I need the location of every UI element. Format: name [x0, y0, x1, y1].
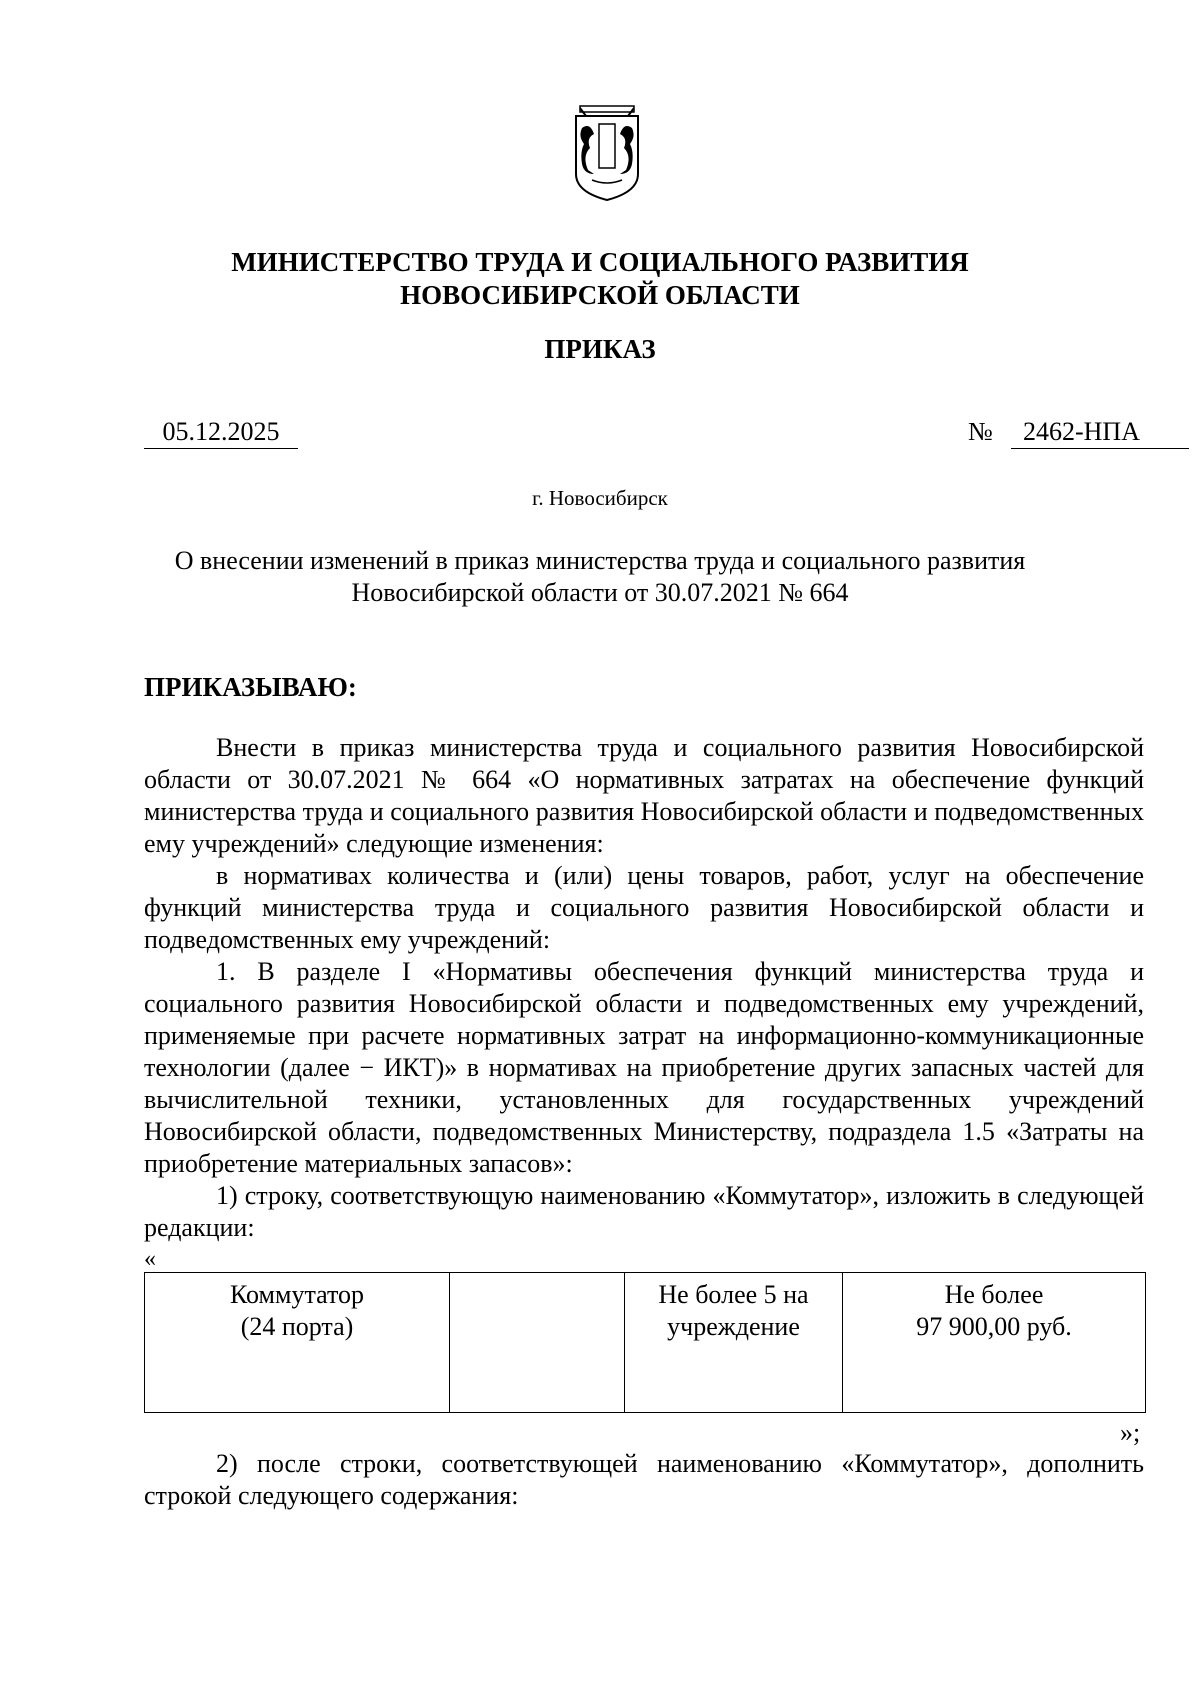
cell-quantity-line-1: Не более 5 на — [658, 1280, 809, 1309]
cell-quantity-line-2: учреждение — [667, 1312, 800, 1341]
document-number: 2462-НПА — [1011, 416, 1189, 449]
ministry-name — [0, 246, 1200, 312]
opening-quote: « — [144, 1246, 156, 1272]
table-cell-name — [145, 1273, 450, 1413]
city: г. Новосибирск — [532, 486, 668, 510]
paragraph-norms: в нормативах количества и (или) цены товаров, работ, услуг на обеспечение функций министерства труда и социального развития Новосибирской области и подведомственных ему учреждений: — [144, 861, 1144, 954]
body-text-continued — [144, 1448, 1144, 1512]
document-type: ПРИКАЗ — [544, 334, 656, 364]
paragraph-item-1: 1) строку, соответствующую наименованию «Коммутатор», изложить в следующей редакции: — [144, 1181, 1144, 1242]
ministry-line-1: МИНИСТЕРСТВО ТРУДА И СОЦИАЛЬНОГО РАЗВИТИЯ — [231, 247, 969, 277]
coat-of-arms-emblem — [572, 104, 642, 204]
cell-name-line-1: Коммутатор — [229, 1280, 365, 1309]
table-row — [145, 1273, 1146, 1413]
cell-price-line-2: 97 900,00 руб. — [916, 1312, 1072, 1341]
closing-quote: »; — [1120, 1418, 1141, 1447]
subject-line-1: О внесении изменений в приказ министерства труда и социального развития — [174, 546, 1026, 575]
paragraph-intro: Внести в приказ министерства труда и социального развития Новосибирской области от 30.07.2021 № 664 «О нормативных затратах на обеспечение функций министерства труда и социального развития Новосибирской области и подведомственных ему учреждений» следующие изменения: — [144, 733, 1144, 858]
table-cell-quantity — [625, 1273, 843, 1413]
order-word: ПРИКАЗЫВАЮ: — [144, 672, 357, 702]
ministry-line-2: НОВОСИБИРСКОЙ ОБЛАСТИ — [400, 280, 800, 310]
document-subject — [150, 545, 1050, 609]
norms-table — [144, 1272, 1146, 1413]
document-date: 05.12.2025 — [144, 416, 298, 449]
body-text — [144, 732, 1144, 1244]
cell-price-line-1: Не более — [944, 1280, 1044, 1309]
cell-name-line-2: (24 порта) — [240, 1312, 354, 1341]
paragraph-item-2: 2) после строки, соответствующей наименованию «Коммутатор», дополнить строкой следующего содержания: — [144, 1449, 1144, 1510]
number-sign: № — [968, 417, 993, 446]
subject-line-2: Новосибирской области от 30.07.2021 № 664 — [351, 578, 849, 607]
table-cell-price — [843, 1273, 1146, 1413]
paragraph-section-1: 1. В разделе I «Нормативы обеспечения функций министерства труда и социального развития Новосибирской области и подведомственных ему учреждений, применяемые при расчете нормативных затрат на информационно-коммуникационные технологии (далее − ИКТ)» в нормативах на приобретение других запасных частей для вычислительной техники, установленных для государственных учреждений Новосибирской области, подведомственных Министерству, подраздела 1.5 «Затраты на приобретение материальных запасов»: — [144, 957, 1144, 1178]
table-cell-empty — [450, 1273, 625, 1413]
